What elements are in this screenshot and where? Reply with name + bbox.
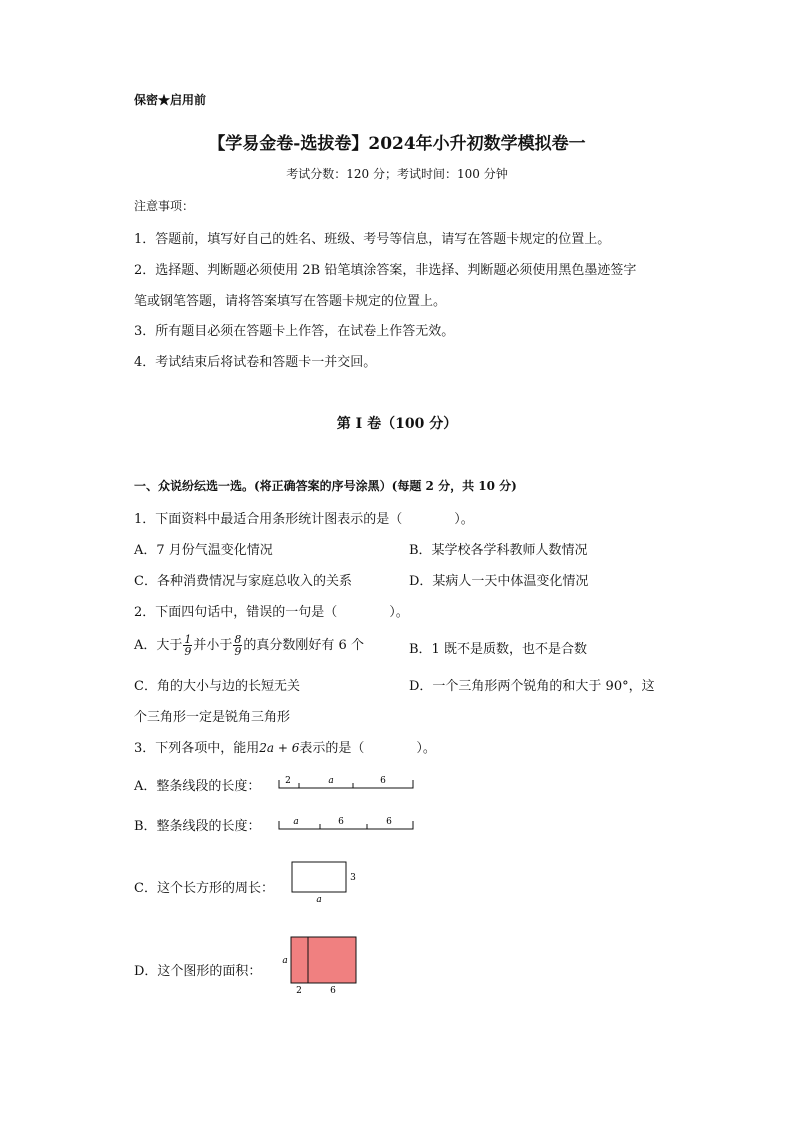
q2-a-prefix: A．大于 xyxy=(134,638,183,653)
rectangle-bottom-label: a xyxy=(316,895,322,905)
exam-title: 【学易金卷-选拔卷】2024年小升初数学模拟卷一 xyxy=(208,134,586,154)
q3-stem-prefix: 3．下列各项中，能用 xyxy=(134,741,260,756)
q3-expression: 2a + 6 xyxy=(259,741,300,755)
q1-option-a[interactable]: A．7 月份气温变化情况 xyxy=(134,543,273,558)
fraction-numerator: 1 xyxy=(184,633,192,646)
volume-title: 第 I 卷（100 分） xyxy=(336,416,458,432)
q2-option-d-cont: 个三角形一定是锐角三角形 xyxy=(134,710,291,725)
area-bottom-label: 6 xyxy=(330,986,336,995)
note-item-4: 4．考试结束后将试卷和答题卡一并交回。 xyxy=(134,355,377,370)
segment-label: 6 xyxy=(380,776,386,786)
q1-option-b[interactable]: B．某学校各学科教师人数情况 xyxy=(409,543,588,558)
area-left-label: a xyxy=(282,956,288,966)
q2-option-b[interactable]: B．1 既不是质数，也不是合数 xyxy=(409,642,587,657)
note-item-3: 3．所有题目必须在答题卡上作答，在试卷上作答无效。 xyxy=(134,324,455,339)
segment-diagram-a xyxy=(277,770,417,792)
fraction-numerator: 8 xyxy=(234,633,242,646)
q2-a-middle: 并小于 xyxy=(193,638,233,653)
q3-option-d[interactable]: D．这个图形的面积： xyxy=(134,964,262,979)
rectangle-side-label: 3 xyxy=(350,873,356,883)
q1-option-d[interactable]: D．某病人一天中体温变化情况 xyxy=(409,574,589,589)
q3-option-c[interactable]: C．这个长方形的周长： xyxy=(134,881,274,896)
note-item-2-cont: 笔或钢笔答题，请将答案填写在答题卡规定的位置上。 xyxy=(134,294,447,309)
rectangle-diagram xyxy=(288,858,363,908)
segment-label: a xyxy=(328,776,334,786)
question-3-stem xyxy=(134,737,436,756)
segment-label: a xyxy=(293,817,299,827)
section-heading: 一、众说纷纭选一选。(将正确答案的序号涂黑）(每题 2 分，共 10 分) xyxy=(134,479,517,493)
q3-option-b[interactable]: B．整条线段的长度： xyxy=(134,819,261,834)
area-rect-small xyxy=(291,937,308,983)
area-rect-large xyxy=(308,937,356,983)
q2-option-a[interactable] xyxy=(134,630,364,662)
note-item-2: 2．选择题、判断题必须使用 2B 铅笔填涂答案，非选择、判断题必须使用黑色墨迹签字 xyxy=(134,263,637,278)
question-2-stem: 2．下面四句话中，错误的一句是（ ）。 xyxy=(134,605,409,620)
q3-option-a[interactable]: A．整条线段的长度： xyxy=(134,779,261,794)
area-bottom-label: 2 xyxy=(296,986,302,995)
segment-label: 6 xyxy=(386,817,392,827)
q3-stem-suffix: 表示的是（ ）。 xyxy=(299,741,436,756)
q1-option-c[interactable]: C．各种消费情况与家庭总收入的关系 xyxy=(134,574,352,589)
segment-label: 2 xyxy=(285,776,291,786)
q2-option-d[interactable]: D．一个三角形两个锐角的和大于 90°，这 xyxy=(409,679,655,694)
notes-heading: 注意事项： xyxy=(134,199,195,213)
q2-option-c[interactable]: C．角的大小与边的长短无关 xyxy=(134,679,300,694)
fraction-denominator: 9 xyxy=(234,645,242,658)
question-1-stem: 1．下面资料中最适合用条形统计图表示的是（ ）。 xyxy=(134,512,474,527)
fraction-one-ninth xyxy=(183,634,192,657)
area-diagram xyxy=(278,933,363,995)
segment-label: 6 xyxy=(338,817,344,827)
fraction-eight-ninths xyxy=(233,634,242,657)
segment-diagram-b xyxy=(277,811,417,833)
exam-info: 考试分数：120 分；考试时间：100 分钟 xyxy=(286,167,508,181)
q2-a-suffix: 的真分数刚好有 6 个 xyxy=(243,638,364,653)
fraction-denominator: 9 xyxy=(184,645,192,658)
confidential-label: 保密★启用前 xyxy=(134,93,207,107)
note-item-1: 1．答题前，填写好自己的姓名、班级、考号等信息，请写在答题卡规定的位置上。 xyxy=(134,232,611,247)
